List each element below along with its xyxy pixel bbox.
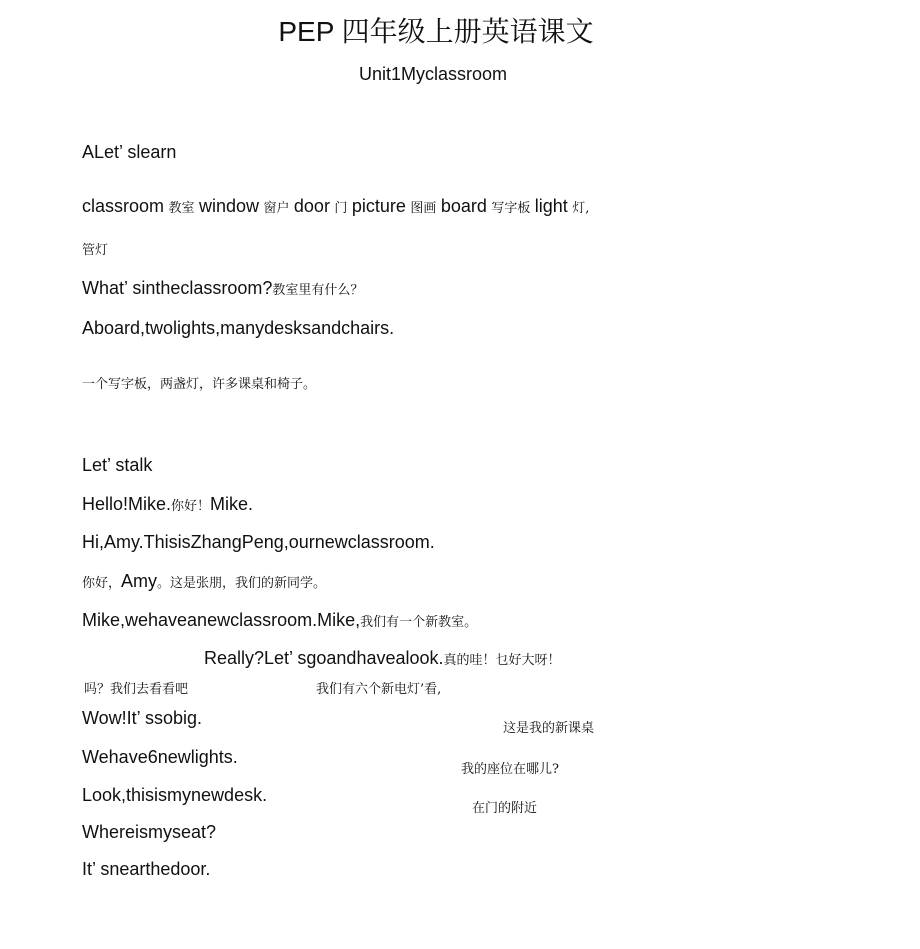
dialogue-line: Wehave6newlights. xyxy=(82,747,238,767)
dialogue-zh: 你好， xyxy=(82,576,122,591)
vocab-en: picture xyxy=(351,196,406,216)
dialogue-line xyxy=(82,494,253,515)
dialogue-line xyxy=(82,571,326,592)
dialogue-zh: 你好！ xyxy=(171,499,211,514)
dialogue-zh: 。这是张朋，我们的新同学。 xyxy=(157,576,327,591)
vocab-zh: 写字板 xyxy=(491,201,531,216)
dialogue-line: Wow!It’ ssobig. xyxy=(82,708,203,728)
dialogue-zh: 吗？我们去看看吧 xyxy=(84,682,189,697)
dialogue-zh: 在门的附近 xyxy=(472,801,538,816)
vocab-continuation: 管灯 xyxy=(82,243,109,258)
vocab-en: door xyxy=(293,196,330,216)
dialogue-line: Hi,Amy.ThisisZhangPeng,ournewclassroom. xyxy=(82,532,435,552)
dialogue-en: Hello!Mike. xyxy=(82,494,172,514)
vocab-en: classroom xyxy=(82,196,165,216)
dialogue-line: Whereismyseat? xyxy=(82,822,217,842)
document-title: PEP 四年级上册英语课文 xyxy=(278,16,594,47)
question-en: What’ sintheclassroom? xyxy=(82,278,273,298)
vocab-zh: 窗户 xyxy=(263,201,290,216)
question-zh: 教室里有什么？ xyxy=(272,283,364,298)
dialogue-zh: 我们有一个新教室。 xyxy=(360,615,478,630)
dialogue-en: Mike,wehaveanewclassroom.Mike, xyxy=(82,610,361,630)
dialogue-en: Mike. xyxy=(210,494,254,514)
dialogue-zh: 真的哇！乜好大呀！ xyxy=(443,653,561,668)
answer-en: Aboard,twolights,manydesksandchairs. xyxy=(82,318,395,338)
dialogue-line xyxy=(82,610,477,631)
dialogue-en: Amy xyxy=(121,571,158,591)
dialogue-zh: 我的座位在哪儿? xyxy=(461,762,559,777)
answer-zh: 一个写字板，两盏灯，许多课桌和椅子。 xyxy=(82,377,317,392)
dialogue-zh: 这是我的新课桌 xyxy=(503,721,595,736)
vocab-zh: 教室 xyxy=(168,201,195,216)
dialogue-en: Really?Let’ sgoandhavealook. xyxy=(204,648,444,668)
section-b-heading: Let’ stalk xyxy=(82,455,153,475)
vocab-line xyxy=(82,196,589,217)
vocab-en: window xyxy=(198,196,259,216)
dialogue-line: Look,thisismynewdesk. xyxy=(82,785,268,805)
vocab-en: light xyxy=(534,196,568,216)
vocab-en: board xyxy=(440,196,487,216)
unit-title: Unit1Myclassroom xyxy=(358,64,508,84)
vocab-zh: 图画 xyxy=(410,201,437,216)
vocab-zh: 门 xyxy=(334,201,348,216)
vocab-zh: 灯, xyxy=(572,201,590,216)
dialogue-line: It’ snearthedoor. xyxy=(82,859,211,879)
question-line xyxy=(82,278,363,299)
dialogue-zh: 我们有六个新电灯’看, xyxy=(316,682,442,697)
section-a-heading: ALet’ slearn xyxy=(82,142,177,162)
dialogue-line xyxy=(204,648,561,669)
